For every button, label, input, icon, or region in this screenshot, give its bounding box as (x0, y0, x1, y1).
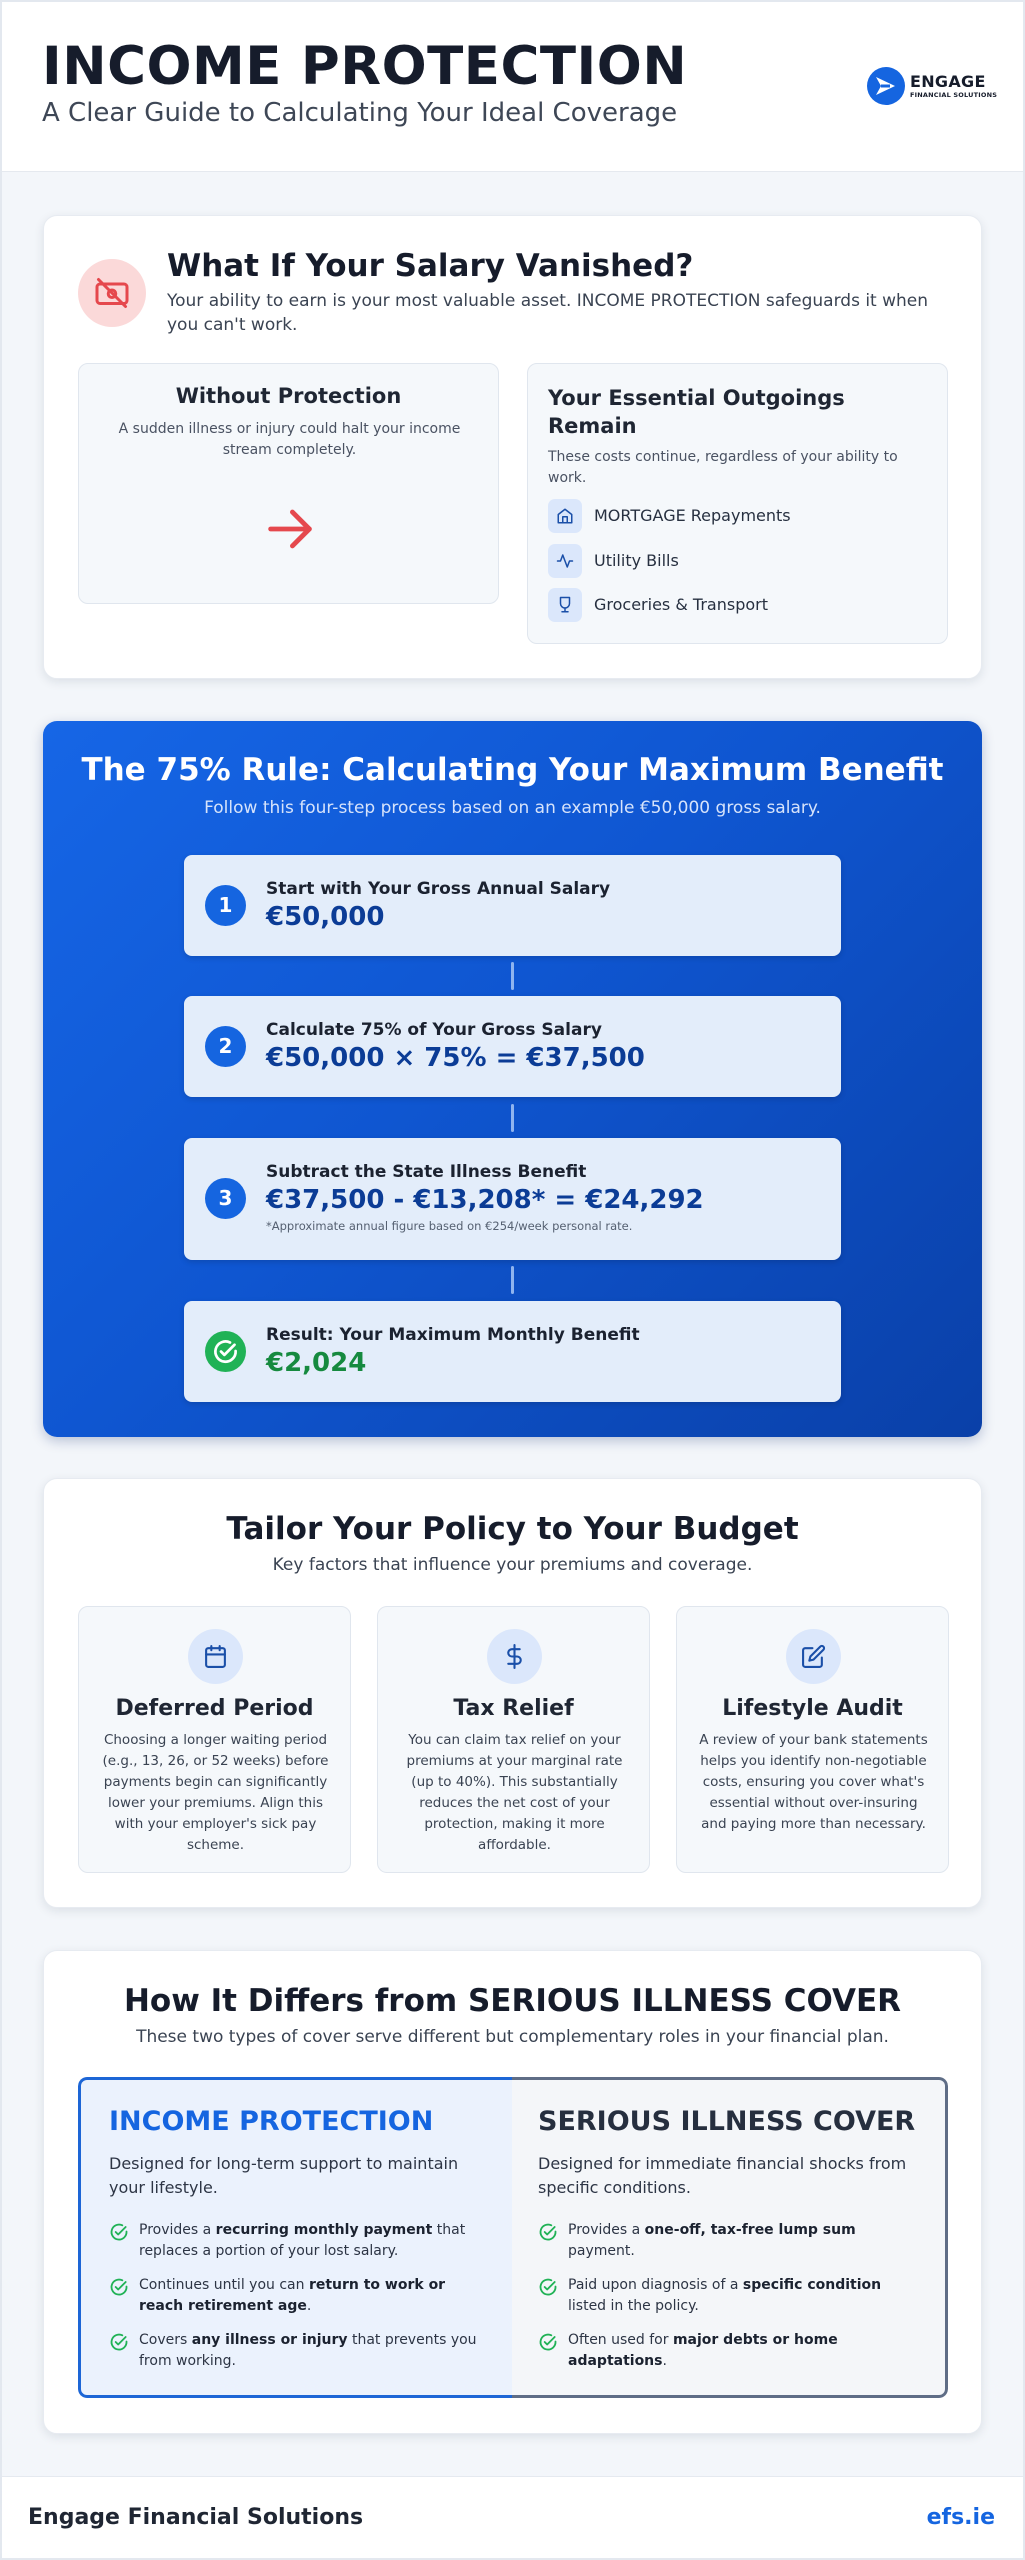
serious-illness-column (512, 2077, 948, 2398)
salary-section-title: What If Your Salary Vanished? (167, 248, 694, 284)
serious-illness-description: Designed for immediate financial shocks from specific conditions. (538, 2154, 907, 2197)
outgoing-item-mortgage (548, 499, 928, 533)
footer-website-link[interactable]: efs.ie (926, 2505, 995, 2530)
step-label: Subtract the State Illness Benefit (266, 1162, 587, 1182)
income-protection-point: Continues until you can return to work or reach retirement age. (109, 2275, 499, 2319)
check-circle-icon (538, 2222, 558, 2242)
engage-logo[interactable] (866, 66, 998, 108)
rule-section-subtitle: Follow this four-step process based on an example €50,000 gross salary. (204, 798, 821, 818)
factor-lifestyle-audit (676, 1606, 949, 1873)
factor-title: Tax Relief (453, 1696, 574, 1721)
tailor-section-subtitle: Key factors that influence your premiums and coverage. (272, 1555, 753, 1575)
outgoings-description: These costs continue, regardless of your ability to work. (548, 449, 898, 486)
logo-name: ENGAGE (910, 72, 986, 91)
outgoing-label: Groceries & Transport (594, 595, 768, 614)
result-check-badge (205, 1331, 246, 1372)
income-protection-point: Covers any illness or injury that prevents you from working. (109, 2330, 499, 2374)
serious-illness-title: SERIOUS ILLNESS COVER (538, 2106, 916, 2137)
factor-tax-relief (377, 1606, 650, 1873)
compare-section (43, 1950, 982, 2434)
without-protection-description: A sudden illness or injury could halt your income stream completely. (118, 421, 461, 458)
rule-section (43, 721, 982, 1437)
step-number: 1 (205, 885, 246, 926)
outgoing-label: MORTGAGE Repayments (594, 506, 791, 525)
page-footer (0, 2476, 1025, 2560)
step-label: Start with Your Gross Annual Salary (266, 879, 611, 899)
no-money-badge (78, 259, 146, 327)
income-protection-column (78, 2077, 512, 2398)
outgoing-label: Utility Bills (594, 551, 679, 570)
factor-description: Choosing a longer waiting period (e.g., 13, 26, or 52 weeks) before payments begin can significantly lower your premiums. Align this with your employer's sick pay scheme. (102, 1732, 329, 1853)
page-subtitle: A Clear Guide to Calculating Your Ideal Coverage (42, 98, 678, 128)
check-circle-icon (109, 2222, 129, 2242)
compare-section-title: How It Differs from SERIOUS ILLNESS COVER (123, 1983, 902, 2019)
check-circle-icon (538, 2277, 558, 2297)
without-protection-title: Without Protection (175, 384, 402, 408)
step-value: €37,500 - €13,208* = €24,292 (266, 1185, 704, 1215)
step-3 (184, 1138, 841, 1260)
calendar-icon (203, 1644, 228, 1669)
step-value: €50,000 (266, 902, 385, 932)
step-connector (511, 1266, 514, 1294)
serious-illness-point: Provides a one-off, tax-free lump sum payment. (538, 2220, 928, 2264)
step-label: Result: Your Maximum Monthly Benefit (266, 1325, 640, 1345)
check-circle-icon (109, 2332, 129, 2352)
arrow-right-icon (261, 500, 319, 558)
tailor-section (43, 1478, 982, 1908)
step-2 (184, 996, 841, 1097)
page-title: INCOME PROTECTION (42, 36, 688, 97)
salary-section-description: Your ability to earn is your most valuable asset. INCOME PROTECTION safeguards it when you can't work. (167, 291, 929, 335)
page-header (0, 0, 1025, 172)
cup-icon (556, 596, 574, 614)
serious-illness-point: Paid upon diagnosis of a specific condition listed in the policy. (538, 2275, 928, 2319)
factor-title: Deferred Period (115, 1696, 314, 1721)
outgoings-panel (527, 363, 948, 644)
income-protection-point: Provides a recurring monthly payment that replaces a portion of your lost salary. (109, 2220, 499, 2264)
check-circle-icon (212, 1338, 239, 1365)
income-protection-description: Designed for long-term support to maintain your lifestyle. (109, 2154, 459, 2197)
activity-icon (556, 552, 574, 570)
comparison-table (78, 2077, 948, 2398)
salary-section (43, 215, 982, 679)
factor-description: You can claim tax relief on your premiums at your marginal rate (up to 40%). This substantially reduces the net cost of your protection, making it more affordable. (406, 1732, 623, 1853)
check-circle-icon (538, 2332, 558, 2352)
outgoings-title: Your Essential Outgoings Remain (548, 386, 845, 438)
step-number: 2 (205, 1026, 246, 1067)
income-protection-title: INCOME PROTECTION (109, 2106, 434, 2137)
engage-logo-icon (866, 66, 906, 106)
serious-illness-point: Often used for major debts or home adaptations. (538, 2330, 928, 2374)
step-result (184, 1301, 841, 1402)
factor-deferred-period (78, 1606, 351, 1873)
factor-title: Lifestyle Audit (722, 1696, 903, 1721)
step-value: €50,000 × 75% = €37,500 (266, 1043, 645, 1073)
logo-tagline: FINANCIAL SOLUTIONS (910, 91, 998, 99)
rule-section-title: The 75% Rule: Calculating Your Maximum Benefit (81, 752, 944, 788)
dollar-icon (502, 1644, 527, 1669)
step-connector (511, 1104, 514, 1132)
no-money-icon (94, 275, 130, 311)
check-circle-icon (109, 2277, 129, 2297)
outgoing-item-groceries (548, 588, 928, 622)
without-protection-panel (78, 363, 499, 604)
result-value: €2,024 (266, 1348, 367, 1378)
edit-icon (801, 1644, 826, 1669)
step-1 (184, 855, 841, 956)
tailor-section-title: Tailor Your Policy to Your Budget (226, 1511, 799, 1547)
footer-company-name: Engage Financial Solutions (28, 2505, 364, 2530)
step-number: 3 (205, 1178, 246, 1219)
outgoing-item-utilities (548, 544, 928, 578)
compare-section-subtitle: These two types of cover serve different but complementary roles in your financial plan. (136, 2027, 889, 2047)
home-icon (556, 507, 574, 525)
step-note: *Approximate annual figure based on €254/week personal rate. (266, 1219, 633, 1233)
step-connector (511, 962, 514, 990)
step-label: Calculate 75% of Your Gross Salary (266, 1020, 602, 1040)
factor-description: A review of your bank statements helps you identify non-negotiable costs, ensuring you cover what's essential without over-insuring and paying more than necessary. (699, 1732, 928, 1832)
